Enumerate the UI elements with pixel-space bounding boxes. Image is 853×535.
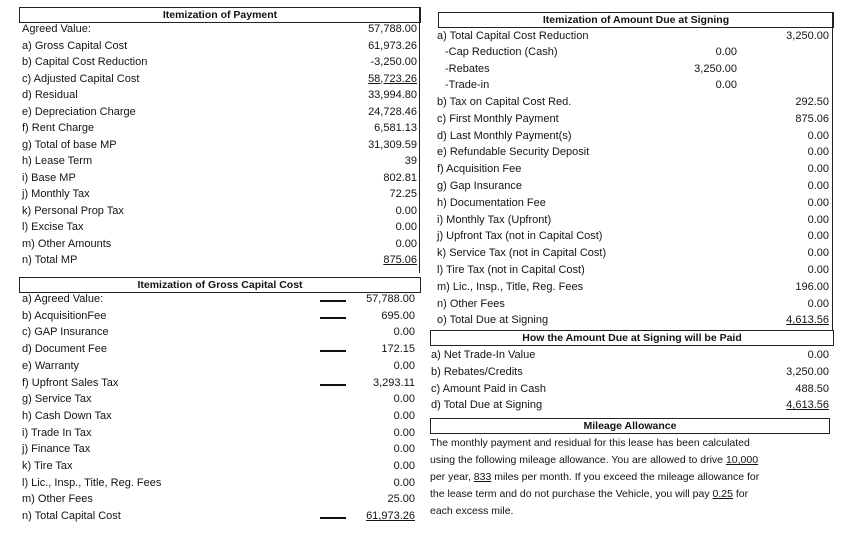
gross-title: Itemization of Gross Capital Cost (137, 279, 303, 291)
payment-label: j) Monthly Tax (22, 188, 90, 200)
payment-value: 58,723.26 (368, 72, 417, 85)
gross-value: 172.15 (381, 343, 415, 356)
payment-value: -3,250.00 (370, 56, 417, 68)
gross-label: f) Upfront Sales Tax (22, 376, 119, 389)
payment-label: i) Base MP (22, 171, 76, 184)
gross-label: n) Total Capital Cost (22, 510, 121, 523)
payment-value: 33,994.80 (368, 89, 417, 101)
payment-value: 0.00 (395, 204, 417, 217)
gross-row (22, 308, 415, 324)
due-row-value: 0.00 (807, 163, 829, 176)
payment-value: 61,973.26 (368, 39, 417, 52)
due-row-value: 292.50 (795, 96, 829, 108)
excess-mile-rate: 0.25 (712, 488, 733, 500)
due-row (437, 144, 831, 160)
payment-row (22, 186, 417, 202)
due-row-value: 4,613.56 (786, 314, 829, 327)
payment-row (22, 170, 417, 186)
gross-value: 0.00 (393, 326, 415, 339)
due-row (437, 111, 831, 127)
paid-value: 4,613.56 (786, 399, 829, 412)
paid-title: How the Amount Due at Signing will be Paid (522, 332, 742, 344)
gross-label: i) Trade In Tax (22, 426, 92, 439)
paid-label: d) Total Due at Signing (431, 399, 543, 412)
gross-dash-mark (320, 317, 346, 319)
gross-label: d) Document Fee (22, 343, 107, 356)
payment-label: Agreed Value: (22, 23, 91, 35)
payment-label: a) Gross Capital Cost (22, 39, 128, 52)
gross-row (22, 358, 415, 374)
payment-value: 24,728.46 (368, 105, 417, 118)
due-row-label: c) First Monthly Payment (437, 112, 559, 125)
payment-label: m) Other Amounts (22, 237, 112, 250)
payment-value: 0.00 (395, 237, 417, 250)
due-row (437, 279, 831, 295)
gross-value: 0.00 (393, 443, 415, 456)
gross-label: a) Agreed Value: (22, 293, 104, 305)
due-row (437, 94, 831, 110)
gross-row (22, 508, 415, 524)
payment-title: Itemization of Payment (162, 9, 278, 21)
gross-dash-mark (320, 300, 346, 302)
payment-row (22, 54, 417, 70)
payment-label: b) Capital Cost Reduction (22, 56, 148, 68)
due-row-value: 0.00 (807, 247, 829, 260)
mileage-line-5: each excess mile. (430, 505, 514, 517)
payment-label: f) Rent Charge (22, 122, 95, 134)
payment-label: k) Personal Prop Tax (22, 204, 124, 217)
gross-row (22, 491, 415, 507)
miles-per-year: 10,000 (725, 454, 759, 466)
right-divider (832, 12, 833, 330)
due-row-label: k) Service Tax (not in Capital Cost) (437, 247, 607, 260)
due-row-value: 3,250.00 (786, 30, 829, 42)
mileage-title: Mileage Allowance (583, 420, 677, 432)
gross-dash-mark (320, 517, 346, 519)
gross-value: 25.00 (387, 493, 415, 506)
payment-row (22, 137, 417, 153)
due-row-label: e) Refundable Security Deposit (437, 146, 590, 159)
gross-value: 695.00 (381, 309, 415, 322)
due-row-value: 0.00 (807, 196, 829, 209)
due-sub-row-label: -Rebates (445, 62, 490, 75)
due-sub-row (445, 61, 737, 77)
paid-row (431, 364, 829, 380)
payment-label: e) Depreciation Charge (22, 105, 136, 118)
due-row-label: f) Acquisition Fee (437, 163, 522, 176)
payment-row (22, 203, 417, 219)
gross-value: 0.00 (393, 359, 415, 372)
gross-row (22, 425, 415, 441)
gross-value: 61,973.26 (366, 510, 415, 523)
gross-label: k) Tire Tax (22, 460, 73, 472)
due-row-value: 0.00 (807, 146, 829, 159)
gross-row (22, 475, 415, 491)
due-row-label: i) Monthly Tax (Upfront) (437, 213, 552, 226)
payment-value: 57,788.00 (368, 23, 417, 35)
payment-row (22, 87, 417, 103)
payment-value: 39 (404, 155, 417, 167)
due-row-label: a) Total Capital Cost Reduction (437, 30, 589, 42)
payment-row (22, 153, 417, 169)
due-row (437, 262, 831, 278)
due-row-value: 0.00 (807, 230, 829, 243)
gross-row (22, 441, 415, 457)
payment-row (22, 38, 417, 54)
due-row (437, 161, 831, 177)
payment-value: 875.06 (383, 254, 417, 266)
payment-value: 6,581.13 (374, 122, 417, 134)
payment-row (22, 236, 417, 252)
gross-row (22, 324, 415, 340)
gross-label: g) Service Tax (22, 393, 92, 406)
payment-label: l) Excise Tax (22, 221, 84, 233)
due-row-value: 0.00 (807, 213, 829, 226)
due-row (437, 195, 831, 211)
gross-value: 57,788.00 (366, 293, 415, 305)
paid-label: a) Net Trade-In Value (431, 349, 536, 361)
due-row-value: 0.00 (807, 264, 829, 276)
due-header (438, 12, 834, 28)
due-row (437, 178, 831, 194)
due-sub-row-label: -Trade-in (445, 79, 490, 91)
paid-header (430, 330, 834, 346)
gross-value: 0.00 (393, 409, 415, 422)
due-sub-row-label: -Cap Reduction (Cash) (445, 46, 558, 58)
due-row (437, 245, 831, 261)
payment-value: 0.00 (395, 221, 417, 233)
mileage-line-2: using the following mileage allowance. You are allowed to drive 10,000 (430, 454, 759, 466)
gross-label: j) Finance Tax (22, 443, 91, 456)
due-row-label: l) Tire Tax (not in Capital Cost) (437, 264, 585, 276)
mileage-paragraph (430, 435, 840, 520)
gross-row (22, 408, 415, 424)
due-row-label: n) Other Fees (437, 297, 505, 310)
payment-value: 31,309.59 (368, 138, 417, 151)
due-row (437, 312, 831, 328)
gross-row (22, 458, 415, 474)
payment-label: g) Total of base MP (22, 138, 117, 151)
payment-row (22, 71, 417, 87)
payment-label: d) Residual (22, 89, 78, 101)
due-row-value: 0.00 (807, 129, 829, 142)
due-row-label: m) Lic., Insp., Title, Reg. Fees (437, 280, 584, 293)
due-row (437, 228, 831, 244)
due-sub-row-value: 0.00 (715, 79, 737, 91)
gross-row (22, 291, 415, 307)
mileage-line-1: The monthly payment and residual for this lease has been calculated (430, 437, 750, 449)
paid-label: c) Amount Paid in Cash (431, 382, 546, 395)
gross-dash-mark (320, 384, 346, 386)
paid-row (431, 381, 829, 397)
mileage-line-4: the lease term and do not purchase the Vehicle, you will pay 0.25 for (430, 488, 749, 500)
due-row-label: j) Upfront Tax (not in Capital Cost) (437, 230, 603, 243)
payment-label: n) Total MP (22, 254, 78, 266)
paid-label: b) Rebates/Credits (431, 365, 523, 378)
left-divider (419, 7, 420, 273)
mileage-header (430, 418, 830, 434)
due-row (437, 28, 831, 44)
due-row-label: h) Documentation Fee (437, 196, 546, 209)
payment-row (22, 120, 417, 136)
paid-value: 488.50 (795, 382, 829, 395)
gross-value: 0.00 (393, 393, 415, 406)
due-sub-row (445, 77, 737, 93)
paid-row (431, 347, 829, 363)
due-row-label: b) Tax on Capital Cost Red. (437, 96, 572, 108)
due-row-label: g) Gap Insurance (437, 180, 522, 192)
due-row (437, 296, 831, 312)
gross-row (22, 341, 415, 357)
payment-row (22, 21, 417, 37)
due-row-value: 0.00 (807, 297, 829, 310)
gross-row (22, 375, 415, 391)
gross-value: 0.00 (393, 476, 415, 489)
gross-label: e) Warranty (22, 359, 80, 372)
payment-value: 72.25 (389, 188, 417, 200)
due-row (437, 212, 831, 228)
paid-value: 3,250.00 (786, 365, 829, 378)
gross-value: 0.00 (393, 426, 415, 439)
gross-value: 3,293.11 (372, 376, 415, 389)
mileage-line-3: per year, 833 miles per month. If you exceed the mileage allowance for (430, 471, 760, 483)
payment-label: h) Lease Term (22, 155, 93, 167)
gross-value: 0.00 (393, 460, 415, 472)
paid-row (431, 397, 829, 413)
gross-label: m) Other Fees (22, 493, 93, 506)
miles-per-month: 833 (473, 471, 492, 483)
due-row-label: d) Last Monthly Payment(s) (437, 129, 572, 142)
payment-label: c) Adjusted Capital Cost (22, 72, 140, 85)
due-row-value: 875.06 (795, 112, 829, 125)
due-row-value: 196.00 (795, 280, 829, 293)
due-sub-row-value: 3,250.00 (694, 62, 737, 75)
due-title: Itemization of Amount Due at Signing (542, 14, 730, 26)
due-row-value: 0.00 (807, 180, 829, 192)
due-sub-row (445, 44, 737, 60)
payment-value: 802.81 (383, 171, 417, 184)
due-sub-row-value: 0.00 (715, 46, 737, 58)
payment-row (22, 252, 417, 268)
gross-label: l) Lic., Insp., Title, Reg. Fees (22, 476, 162, 489)
payment-row (22, 104, 417, 120)
gross-label: b) AcquisitionFee (22, 309, 107, 322)
paid-value: 0.00 (807, 349, 829, 361)
gross-row (22, 391, 415, 407)
gross-label: c) GAP Insurance (22, 326, 109, 339)
due-row (437, 128, 831, 144)
payment-row (22, 219, 417, 235)
due-row-label: o) Total Due at Signing (437, 314, 549, 327)
gross-label: h) Cash Down Tax (22, 409, 112, 422)
gross-dash-mark (320, 350, 346, 352)
